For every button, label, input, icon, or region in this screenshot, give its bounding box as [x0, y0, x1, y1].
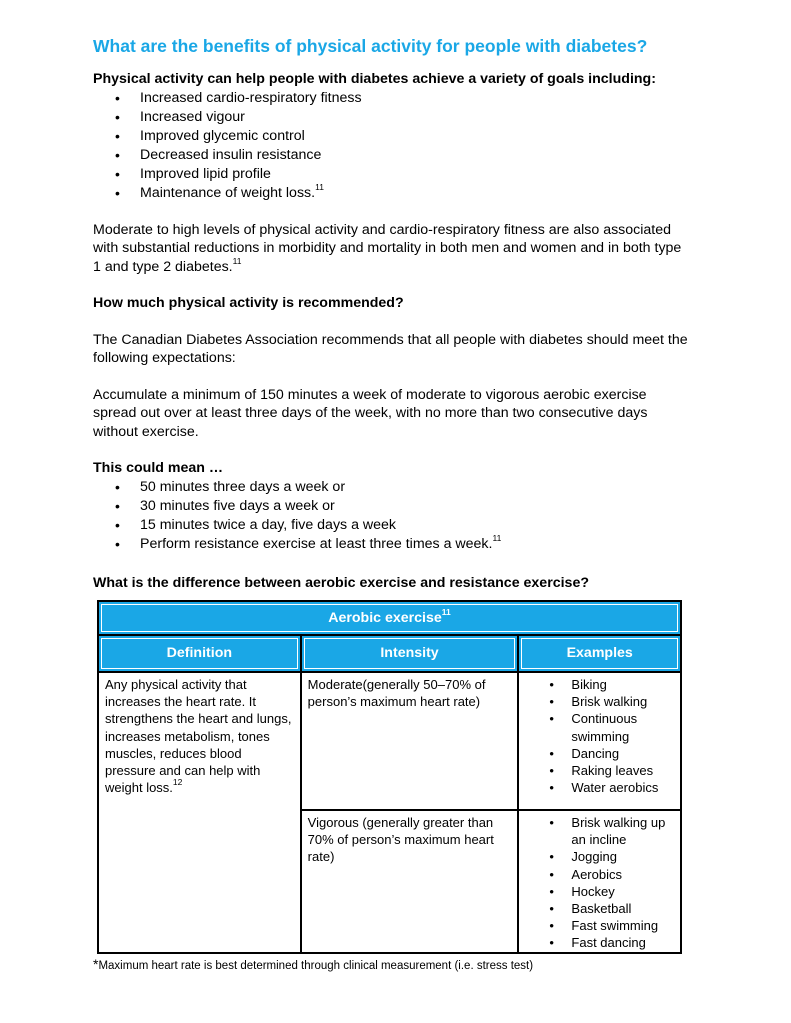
- footnote: [93, 956, 533, 974]
- reference-superscript: 11: [315, 181, 324, 192]
- list-item: • 15 minutes twice a day, five days a week: [93, 516, 693, 535]
- reference-superscript: 11: [232, 255, 242, 266]
- list-item: • Maintenance of weight loss.$^{11}$: [93, 184, 693, 203]
- list-item: • Jogging: [519, 848, 680, 865]
- column-header-intensity: Intensity: [304, 638, 516, 669]
- intensity-cell: Vigorous (generally greater than 70% of person’s maximum heart rate): [301, 810, 519, 953]
- accumulate-paragraph: Accumulate a minimum of 150 minutes a week of moderate to vigorous aerobic exercise spread out over at least three days of the week, with no more than two consecutive days without exercise.: [93, 386, 648, 440]
- list-item: • Brisk walking up an incline: [519, 814, 680, 848]
- examples-cell: [518, 672, 681, 810]
- list-item: • 30 minutes five days a week or: [93, 497, 693, 516]
- examples-list: [519, 811, 680, 952]
- list-item: • 50 minutes three days a week or: [93, 478, 693, 497]
- column-header-definition: Definition: [101, 638, 298, 669]
- list-item: • Improved glycemic control: [93, 127, 693, 146]
- table-banner-row: [98, 601, 681, 635]
- morbidity-paragraph: Moderate to high levels of physical activity and cardio-respiratory fitness are also associated with substantial reductions in morbidity and mortality in both men and women and in both type 1 and type 2 diabetes.$^{11}$: [93, 221, 682, 275]
- list-item: • Brisk walking: [519, 693, 680, 710]
- table-header-row: [98, 635, 681, 672]
- list-item: • Biking: [519, 676, 680, 693]
- reference-superscript: 11: [441, 607, 451, 617]
- page-title: What are the benefits of physical activity for people with diabetes?: [93, 36, 648, 56]
- list-item: • Increased vigour: [93, 108, 693, 127]
- list-item: • Increased cardio-respiratory fitness: [93, 89, 693, 108]
- column-header-examples: Examples: [521, 638, 678, 669]
- table-banner: Aerobic exercise$^{11}$: [101, 604, 678, 632]
- examples-cell: [518, 810, 681, 953]
- table-row: [98, 672, 681, 810]
- intro-lead: Physical activity can help people with diabetes achieve a variety of goals including:: [93, 71, 656, 87]
- could-mean-heading: This could mean …: [93, 460, 224, 476]
- document-page: [93, 34, 693, 592]
- goals-list: [93, 89, 693, 203]
- aerobic-exercise-table: [97, 600, 682, 954]
- list-item: • Raking leaves: [519, 762, 680, 779]
- list-item: • Perform resistance exercise at least three times a week.$^{11}$: [93, 535, 693, 554]
- list-item: • Water aerobics: [519, 779, 680, 796]
- could-mean-list: [93, 478, 693, 554]
- definition-cell: Any physical activity that increases the heart rate. It strengthens the heart and lungs, increases metabolism, tones muscles, reduces blood pressure and can help with weight loss.$^{12}$: [98, 672, 301, 953]
- examples-list: [519, 673, 680, 796]
- list-item: • Fast dancing: [519, 934, 680, 951]
- reference-superscript: 11: [492, 532, 502, 543]
- how-much-heading: How much physical activity is recommended?: [93, 295, 404, 311]
- list-item: • Fast swimming: [519, 917, 680, 934]
- list-item: • Aerobics: [519, 866, 680, 883]
- list-item: • Decreased insulin resistance: [93, 146, 693, 165]
- list-item: • Continuous swimming: [519, 710, 680, 744]
- footnote-text: Maximum heart rate is best determined through clinical measurement (i.e. stress test): [98, 960, 534, 972]
- footnote-marker: *: [93, 956, 99, 972]
- difference-heading: What is the difference between aerobic exercise and resistance exercise?: [93, 574, 589, 591]
- cda-paragraph: The Canadian Diabetes Association recommends that all people with diabetes should meet the following expectations:: [93, 331, 688, 366]
- list-item: • Dancing: [519, 745, 680, 762]
- list-item: • Basketball: [519, 900, 680, 917]
- list-item: • Hockey: [519, 883, 680, 900]
- list-item: • Improved lipid profile: [93, 165, 693, 184]
- intensity-cell: Moderate(generally 50–70% of person’s maximum heart rate): [301, 672, 519, 810]
- reference-superscript: 12: [172, 777, 183, 788]
